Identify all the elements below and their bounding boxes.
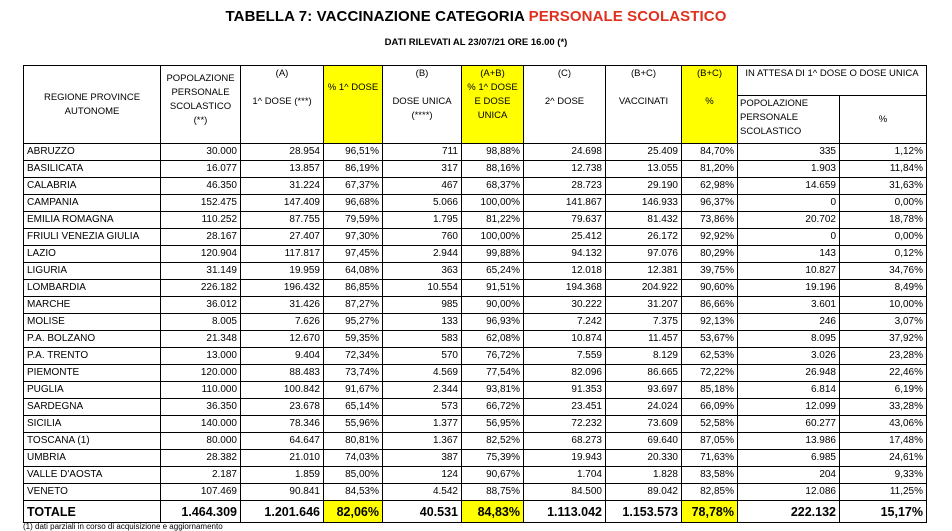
cell-vaccinated-pct: 73,86% bbox=[682, 212, 738, 229]
cell-first-dose-pct: 84,53% bbox=[324, 484, 383, 501]
cell-waiting-pct: 31,63% bbox=[840, 178, 927, 195]
cell-waiting-pct: 0,00% bbox=[840, 195, 927, 212]
cell-region: SARDEGNA bbox=[24, 399, 161, 416]
total-vaccinated-pct: 78,78% bbox=[682, 501, 738, 523]
cell-first-dose: 147.409 bbox=[241, 195, 324, 212]
cell-first-dose-pct: 67,37% bbox=[324, 178, 383, 195]
table-row bbox=[24, 348, 927, 365]
header-region: REGIONE PROVINCE AUTONOME bbox=[24, 66, 161, 144]
cell-region: ABRUZZO bbox=[24, 144, 161, 161]
total-first-dose: 1.201.646 bbox=[241, 501, 324, 523]
table-row bbox=[24, 144, 927, 161]
cell-region: PUGLIA bbox=[24, 382, 161, 399]
cell-single-dose: 124 bbox=[383, 467, 462, 484]
cell-first-dose-pct: 96,68% bbox=[324, 195, 383, 212]
cell-vaccinated: 86.665 bbox=[606, 365, 682, 382]
cell-first-single-pct: 62,08% bbox=[462, 331, 524, 348]
table-row bbox=[24, 314, 927, 331]
cell-region: SICILIA bbox=[24, 416, 161, 433]
cell-second-dose: 25.412 bbox=[524, 229, 606, 246]
cell-population: 120.904 bbox=[161, 246, 241, 263]
cell-waiting-pct: 0,00% bbox=[840, 229, 927, 246]
cell-waiting: 3.026 bbox=[738, 348, 840, 365]
cell-second-dose: 94.132 bbox=[524, 246, 606, 263]
cell-single-dose: 985 bbox=[383, 297, 462, 314]
cell-first-single-pct: 91,51% bbox=[462, 280, 524, 297]
cell-single-dose: 363 bbox=[383, 263, 462, 280]
cell-second-dose: 1.704 bbox=[524, 467, 606, 484]
cell-first-dose: 31.224 bbox=[241, 178, 324, 195]
cell-vaccinated-pct: 52,58% bbox=[682, 416, 738, 433]
header-single-dose: (B) DOSE UNICA (****) bbox=[383, 66, 462, 144]
cell-vaccinated: 89.042 bbox=[606, 484, 682, 501]
cell-vaccinated: 24.024 bbox=[606, 399, 682, 416]
cell-waiting-pct: 22,46% bbox=[840, 365, 927, 382]
table-header bbox=[24, 66, 927, 144]
cell-first-dose: 196.432 bbox=[241, 280, 324, 297]
table-row bbox=[24, 331, 927, 348]
cell-vaccinated: 20.330 bbox=[606, 450, 682, 467]
cell-vaccinated: 25.409 bbox=[606, 144, 682, 161]
cell-first-single-pct: 75,39% bbox=[462, 450, 524, 467]
cell-vaccinated: 1.828 bbox=[606, 467, 682, 484]
table-row bbox=[24, 178, 927, 195]
cell-first-dose-pct: 64,08% bbox=[324, 263, 383, 280]
table-row bbox=[24, 195, 927, 212]
cell-first-dose: 28.954 bbox=[241, 144, 324, 161]
footnote: (1) dati parziali in corso di acquisizione e aggiornamento bbox=[23, 522, 223, 531]
cell-region: BASILICATA bbox=[24, 161, 161, 178]
cell-population: 107.469 bbox=[161, 484, 241, 501]
cell-first-single-pct: 100,00% bbox=[462, 229, 524, 246]
cell-single-dose: 1.377 bbox=[383, 416, 462, 433]
table-row bbox=[24, 433, 927, 450]
cell-first-dose: 21.010 bbox=[241, 450, 324, 467]
cell-population: 140.000 bbox=[161, 416, 241, 433]
cell-single-dose: 1.367 bbox=[383, 433, 462, 450]
cell-first-dose-pct: 79,59% bbox=[324, 212, 383, 229]
cell-population: 110.252 bbox=[161, 212, 241, 229]
table-body bbox=[24, 144, 927, 501]
cell-region: LIGURIA bbox=[24, 263, 161, 280]
cell-region: LOMBARDIA bbox=[24, 280, 161, 297]
table-row bbox=[24, 365, 927, 382]
cell-single-dose: 570 bbox=[383, 348, 462, 365]
cell-vaccinated-pct: 87,05% bbox=[682, 433, 738, 450]
cell-single-dose: 467 bbox=[383, 178, 462, 195]
cell-population: 120.000 bbox=[161, 365, 241, 382]
cell-vaccinated-pct: 96,37% bbox=[682, 195, 738, 212]
cell-first-dose-pct: 85,00% bbox=[324, 467, 383, 484]
cell-vaccinated: 29.190 bbox=[606, 178, 682, 195]
header-first-dose-pct: % 1^ DOSE bbox=[324, 66, 383, 144]
cell-population: 226.182 bbox=[161, 280, 241, 297]
cell-vaccinated-pct: 85,18% bbox=[682, 382, 738, 399]
cell-vaccinated: 11.457 bbox=[606, 331, 682, 348]
cell-first-dose-pct: 74,03% bbox=[324, 450, 383, 467]
cell-waiting: 10.827 bbox=[738, 263, 840, 280]
header-second-dose: (C) 2^ DOSE bbox=[524, 66, 606, 144]
cell-second-dose: 72.232 bbox=[524, 416, 606, 433]
cell-waiting-pct: 34,76% bbox=[840, 263, 927, 280]
cell-first-dose: 31.426 bbox=[241, 297, 324, 314]
table-row bbox=[24, 484, 927, 501]
cell-first-single-pct: 56,95% bbox=[462, 416, 524, 433]
header-vaccinated: (B+C) VACCINATI bbox=[606, 66, 682, 144]
cell-first-dose: 87.755 bbox=[241, 212, 324, 229]
cell-first-dose-pct: 87,27% bbox=[324, 297, 383, 314]
cell-vaccinated: 12.381 bbox=[606, 263, 682, 280]
cell-vaccinated: 8.129 bbox=[606, 348, 682, 365]
total-waiting: 222.132 bbox=[738, 501, 840, 523]
table-row bbox=[24, 467, 927, 484]
cell-waiting-pct: 37,92% bbox=[840, 331, 927, 348]
cell-second-dose: 7.242 bbox=[524, 314, 606, 331]
cell-single-dose: 133 bbox=[383, 314, 462, 331]
cell-vaccinated-pct: 39,75% bbox=[682, 263, 738, 280]
cell-waiting: 6.985 bbox=[738, 450, 840, 467]
cell-vaccinated-pct: 92,92% bbox=[682, 229, 738, 246]
cell-waiting-pct: 18,78% bbox=[840, 212, 927, 229]
cell-first-single-pct: 82,52% bbox=[462, 433, 524, 450]
cell-second-dose: 28.723 bbox=[524, 178, 606, 195]
total-single-dose: 40.531 bbox=[383, 501, 462, 523]
cell-waiting: 335 bbox=[738, 144, 840, 161]
cell-vaccinated-pct: 82,85% bbox=[682, 484, 738, 501]
total-vaccinated: 1.153.573 bbox=[606, 501, 682, 523]
cell-first-dose-pct: 65,14% bbox=[324, 399, 383, 416]
cell-waiting: 6.814 bbox=[738, 382, 840, 399]
cell-vaccinated-pct: 92,13% bbox=[682, 314, 738, 331]
header-waiting-pct: % bbox=[840, 96, 927, 144]
cell-waiting: 0 bbox=[738, 229, 840, 246]
cell-region: MARCHE bbox=[24, 297, 161, 314]
cell-single-dose: 4.569 bbox=[383, 365, 462, 382]
page-title bbox=[0, 8, 952, 25]
title-prefix: TABELLA 7: VACCINAZIONE CATEGORIA bbox=[225, 8, 529, 25]
cell-waiting: 60.277 bbox=[738, 416, 840, 433]
cell-first-dose-pct: 73,74% bbox=[324, 365, 383, 382]
cell-first-single-pct: 81,22% bbox=[462, 212, 524, 229]
cell-first-single-pct: 96,93% bbox=[462, 314, 524, 331]
cell-waiting: 14.659 bbox=[738, 178, 840, 195]
cell-waiting-pct: 43,06% bbox=[840, 416, 927, 433]
cell-first-dose: 13.857 bbox=[241, 161, 324, 178]
total-first-dose-pct: 82,06% bbox=[324, 501, 383, 523]
cell-first-dose: 117.817 bbox=[241, 246, 324, 263]
header-first-single-pct: (A+B) % 1^ DOSE E DOSE UNICA bbox=[462, 66, 524, 144]
cell-vaccinated: 204.922 bbox=[606, 280, 682, 297]
cell-region: FRIULI VENEZIA GIULIA bbox=[24, 229, 161, 246]
cell-first-single-pct: 90,67% bbox=[462, 467, 524, 484]
cell-waiting: 0 bbox=[738, 195, 840, 212]
table-row bbox=[24, 161, 927, 178]
cell-first-single-pct: 98,88% bbox=[462, 144, 524, 161]
cell-single-dose: 2.344 bbox=[383, 382, 462, 399]
cell-vaccinated: 146.933 bbox=[606, 195, 682, 212]
cell-second-dose: 141.867 bbox=[524, 195, 606, 212]
cell-region: PIEMONTE bbox=[24, 365, 161, 382]
total-label: TOTALE bbox=[24, 501, 161, 523]
table-row bbox=[24, 382, 927, 399]
cell-waiting-pct: 1,12% bbox=[840, 144, 927, 161]
cell-single-dose: 573 bbox=[383, 399, 462, 416]
cell-waiting-pct: 9,33% bbox=[840, 467, 927, 484]
cell-population: 21.348 bbox=[161, 331, 241, 348]
cell-first-dose: 23.678 bbox=[241, 399, 324, 416]
cell-vaccinated-pct: 71,63% bbox=[682, 450, 738, 467]
header-waiting-group: IN ATTESA DI 1^ DOSE O DOSE UNICA bbox=[738, 66, 927, 96]
cell-waiting: 204 bbox=[738, 467, 840, 484]
table-row bbox=[24, 263, 927, 280]
cell-single-dose: 711 bbox=[383, 144, 462, 161]
table-row bbox=[24, 450, 927, 467]
title-accent: PERSONALE SCOLASTICO bbox=[528, 8, 727, 25]
cell-second-dose: 82.096 bbox=[524, 365, 606, 382]
cell-vaccinated-pct: 84,70% bbox=[682, 144, 738, 161]
total-row bbox=[24, 501, 927, 523]
cell-vaccinated: 93.697 bbox=[606, 382, 682, 399]
cell-population: 16.077 bbox=[161, 161, 241, 178]
cell-population: 36.012 bbox=[161, 297, 241, 314]
cell-waiting-pct: 0,12% bbox=[840, 246, 927, 263]
cell-population: 46.350 bbox=[161, 178, 241, 195]
cell-waiting: 3.601 bbox=[738, 297, 840, 314]
cell-waiting: 19.196 bbox=[738, 280, 840, 297]
cell-first-single-pct: 77,54% bbox=[462, 365, 524, 382]
cell-population: 36.350 bbox=[161, 399, 241, 416]
cell-region: VENETO bbox=[24, 484, 161, 501]
cell-vaccinated: 97.076 bbox=[606, 246, 682, 263]
total-population: 1.464.309 bbox=[161, 501, 241, 523]
cell-first-dose: 19.959 bbox=[241, 263, 324, 280]
cell-waiting: 26.948 bbox=[738, 365, 840, 382]
cell-region: P.A. TRENTO bbox=[24, 348, 161, 365]
cell-first-dose: 78.346 bbox=[241, 416, 324, 433]
cell-first-single-pct: 76,72% bbox=[462, 348, 524, 365]
cell-vaccinated-pct: 66,09% bbox=[682, 399, 738, 416]
cell-waiting-pct: 33,28% bbox=[840, 399, 927, 416]
cell-first-dose-pct: 95,27% bbox=[324, 314, 383, 331]
cell-waiting-pct: 10,00% bbox=[840, 297, 927, 314]
cell-vaccinated: 69.640 bbox=[606, 433, 682, 450]
vaccination-table bbox=[23, 65, 927, 523]
cell-second-dose: 24.698 bbox=[524, 144, 606, 161]
cell-population: 28.382 bbox=[161, 450, 241, 467]
cell-waiting-pct: 6,19% bbox=[840, 382, 927, 399]
cell-population: 152.475 bbox=[161, 195, 241, 212]
cell-vaccinated-pct: 62,53% bbox=[682, 348, 738, 365]
header-vaccinated-pct: (B+C) % bbox=[682, 66, 738, 144]
table-row bbox=[24, 297, 927, 314]
cell-second-dose: 91.353 bbox=[524, 382, 606, 399]
cell-region: MOLISE bbox=[24, 314, 161, 331]
cell-first-single-pct: 88,75% bbox=[462, 484, 524, 501]
cell-first-single-pct: 90,00% bbox=[462, 297, 524, 314]
cell-population: 80.000 bbox=[161, 433, 241, 450]
cell-region: VALLE D'AOSTA bbox=[24, 467, 161, 484]
cell-vaccinated: 7.375 bbox=[606, 314, 682, 331]
cell-single-dose: 2.944 bbox=[383, 246, 462, 263]
cell-waiting: 8.095 bbox=[738, 331, 840, 348]
cell-waiting: 12.086 bbox=[738, 484, 840, 501]
cell-single-dose: 583 bbox=[383, 331, 462, 348]
cell-vaccinated: 73.609 bbox=[606, 416, 682, 433]
cell-population: 30.000 bbox=[161, 144, 241, 161]
cell-waiting: 20.702 bbox=[738, 212, 840, 229]
cell-region: UMBRIA bbox=[24, 450, 161, 467]
cell-first-dose: 90.841 bbox=[241, 484, 324, 501]
cell-first-dose: 100.842 bbox=[241, 382, 324, 399]
cell-vaccinated-pct: 81,20% bbox=[682, 161, 738, 178]
cell-vaccinated: 26.172 bbox=[606, 229, 682, 246]
total-waiting-pct: 15,17% bbox=[840, 501, 927, 523]
cell-first-dose: 88.483 bbox=[241, 365, 324, 382]
cell-vaccinated: 81.432 bbox=[606, 212, 682, 229]
header-waiting-population: POPOLAZIONE PERSONALE SCOLASTICO bbox=[738, 96, 840, 144]
cell-region: CALABRIA bbox=[24, 178, 161, 195]
cell-first-dose-pct: 72,34% bbox=[324, 348, 383, 365]
cell-vaccinated: 31.207 bbox=[606, 297, 682, 314]
cell-vaccinated-pct: 80,29% bbox=[682, 246, 738, 263]
cell-second-dose: 12.738 bbox=[524, 161, 606, 178]
cell-first-dose-pct: 86,85% bbox=[324, 280, 383, 297]
cell-waiting-pct: 11,25% bbox=[840, 484, 927, 501]
cell-first-single-pct: 93,81% bbox=[462, 382, 524, 399]
cell-region: LAZIO bbox=[24, 246, 161, 263]
cell-waiting-pct: 24,61% bbox=[840, 450, 927, 467]
cell-waiting-pct: 3,07% bbox=[840, 314, 927, 331]
cell-waiting: 12.099 bbox=[738, 399, 840, 416]
cell-second-dose: 68.273 bbox=[524, 433, 606, 450]
cell-single-dose: 760 bbox=[383, 229, 462, 246]
cell-waiting: 13.986 bbox=[738, 433, 840, 450]
cell-population: 13.000 bbox=[161, 348, 241, 365]
cell-first-dose: 12.670 bbox=[241, 331, 324, 348]
cell-vaccinated-pct: 53,67% bbox=[682, 331, 738, 348]
cell-region: TOSCANA (1) bbox=[24, 433, 161, 450]
table-row bbox=[24, 416, 927, 433]
cell-second-dose: 30.222 bbox=[524, 297, 606, 314]
cell-population: 110.000 bbox=[161, 382, 241, 399]
cell-first-single-pct: 99,88% bbox=[462, 246, 524, 263]
cell-first-dose: 9.404 bbox=[241, 348, 324, 365]
table-row bbox=[24, 399, 927, 416]
cell-first-dose-pct: 55,96% bbox=[324, 416, 383, 433]
cell-first-dose: 64.647 bbox=[241, 433, 324, 450]
table-row bbox=[24, 229, 927, 246]
cell-waiting-pct: 11,84% bbox=[840, 161, 927, 178]
cell-first-dose-pct: 59,35% bbox=[324, 331, 383, 348]
cell-population: 2.187 bbox=[161, 467, 241, 484]
cell-waiting: 143 bbox=[738, 246, 840, 263]
cell-single-dose: 1.795 bbox=[383, 212, 462, 229]
page-subtitle: DATI RILEVATI AL 23/07/21 ORE 16.00 (*) bbox=[384, 37, 568, 48]
cell-population: 28.167 bbox=[161, 229, 241, 246]
cell-single-dose: 4.542 bbox=[383, 484, 462, 501]
cell-vaccinated-pct: 90,60% bbox=[682, 280, 738, 297]
cell-second-dose: 84.500 bbox=[524, 484, 606, 501]
cell-second-dose: 19.943 bbox=[524, 450, 606, 467]
cell-population: 8.005 bbox=[161, 314, 241, 331]
cell-single-dose: 317 bbox=[383, 161, 462, 178]
cell-single-dose: 387 bbox=[383, 450, 462, 467]
table-row bbox=[24, 246, 927, 263]
cell-first-dose-pct: 97,45% bbox=[324, 246, 383, 263]
cell-first-single-pct: 66,72% bbox=[462, 399, 524, 416]
cell-vaccinated-pct: 62,98% bbox=[682, 178, 738, 195]
cell-waiting-pct: 17,48% bbox=[840, 433, 927, 450]
cell-first-dose: 1.859 bbox=[241, 467, 324, 484]
cell-waiting: 246 bbox=[738, 314, 840, 331]
cell-vaccinated-pct: 72,22% bbox=[682, 365, 738, 382]
cell-vaccinated-pct: 86,66% bbox=[682, 297, 738, 314]
cell-second-dose: 79.637 bbox=[524, 212, 606, 229]
cell-region: P.A. BOLZANO bbox=[24, 331, 161, 348]
total-second-dose: 1.113.042 bbox=[524, 501, 606, 523]
cell-first-single-pct: 100,00% bbox=[462, 195, 524, 212]
cell-population: 31.149 bbox=[161, 263, 241, 280]
cell-vaccinated: 13.055 bbox=[606, 161, 682, 178]
cell-second-dose: 7.559 bbox=[524, 348, 606, 365]
cell-single-dose: 5.066 bbox=[383, 195, 462, 212]
cell-vaccinated-pct: 83,58% bbox=[682, 467, 738, 484]
cell-first-single-pct: 65,24% bbox=[462, 263, 524, 280]
cell-first-dose-pct: 80,81% bbox=[324, 433, 383, 450]
cell-single-dose: 10.554 bbox=[383, 280, 462, 297]
cell-first-single-pct: 88,16% bbox=[462, 161, 524, 178]
cell-second-dose: 10.874 bbox=[524, 331, 606, 348]
cell-first-dose-pct: 97,30% bbox=[324, 229, 383, 246]
cell-first-single-pct: 68,37% bbox=[462, 178, 524, 195]
cell-waiting-pct: 23,28% bbox=[840, 348, 927, 365]
cell-region: EMILIA ROMAGNA bbox=[24, 212, 161, 229]
cell-first-dose: 7.626 bbox=[241, 314, 324, 331]
table-row bbox=[24, 212, 927, 229]
cell-waiting: 1.903 bbox=[738, 161, 840, 178]
total-first-single-pct: 84,83% bbox=[462, 501, 524, 523]
cell-region: CAMPANIA bbox=[24, 195, 161, 212]
cell-first-dose-pct: 86,19% bbox=[324, 161, 383, 178]
header-population: POPOLAZIONE PERSONALE SCOLASTICO (**) bbox=[161, 66, 241, 144]
cell-second-dose: 23.451 bbox=[524, 399, 606, 416]
cell-first-dose: 27.407 bbox=[241, 229, 324, 246]
cell-waiting-pct: 8,49% bbox=[840, 280, 927, 297]
cell-second-dose: 194.368 bbox=[524, 280, 606, 297]
cell-first-dose-pct: 91,67% bbox=[324, 382, 383, 399]
cell-second-dose: 12.018 bbox=[524, 263, 606, 280]
cell-first-dose-pct: 96,51% bbox=[324, 144, 383, 161]
header-first-dose: (A) 1^ DOSE (***) bbox=[241, 66, 324, 144]
table-row bbox=[24, 280, 927, 297]
